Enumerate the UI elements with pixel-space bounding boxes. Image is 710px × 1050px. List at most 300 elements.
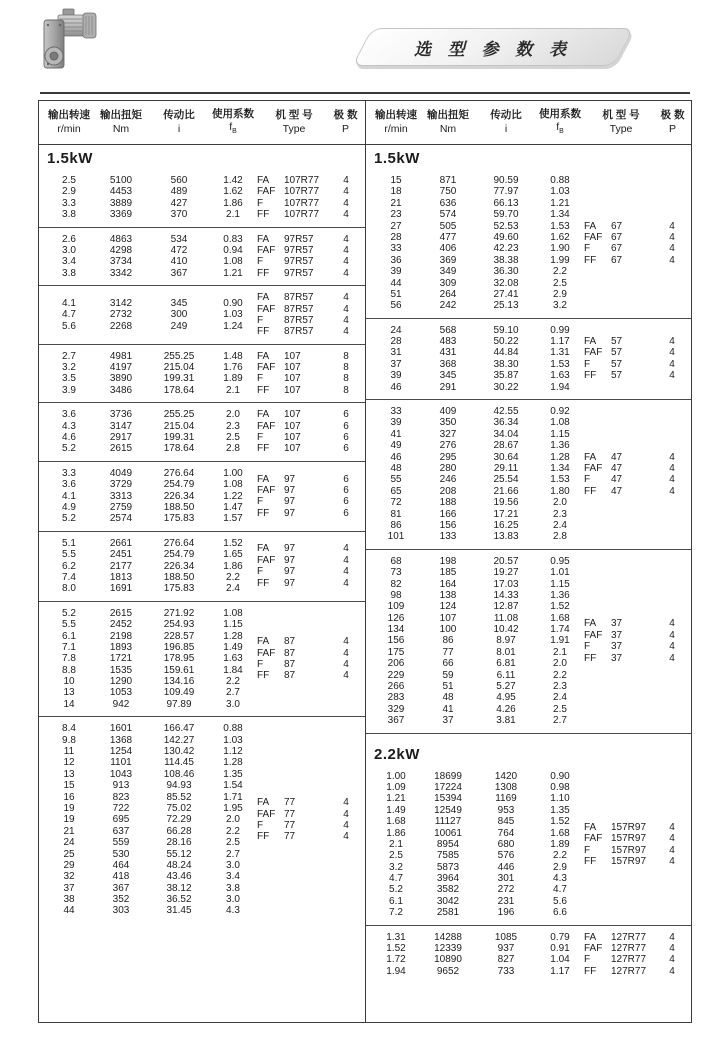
cell-output-torque: 483	[439, 336, 457, 348]
table-left-body	[39, 145, 365, 1022]
type-row	[257, 578, 357, 589]
table-row	[45, 631, 257, 642]
table-row	[372, 406, 584, 417]
cell-output-torque: 431	[439, 347, 457, 359]
cell-output-torque: 295	[439, 451, 457, 463]
cell-ratio: 215.04	[163, 420, 195, 432]
bolt	[59, 24, 61, 26]
cell-service-factor: 1.15	[223, 619, 243, 631]
cell-service-factor: 2.2	[553, 850, 567, 862]
cell-output-torque: 51	[442, 681, 454, 693]
cell-output-speed: 13	[63, 768, 75, 780]
cell-output-speed: 33	[390, 406, 402, 418]
type-prefix: FA	[257, 473, 270, 485]
type-row	[584, 954, 683, 965]
cell-output-torque: 41	[442, 703, 454, 715]
table-row	[45, 443, 257, 454]
cell-output-speed: 126	[387, 612, 405, 624]
cell-service-factor: 4.3	[553, 873, 567, 885]
cell-output-speed: 1.86	[386, 827, 406, 839]
pole-count: 4	[343, 186, 349, 198]
pole-count: 4	[343, 175, 349, 186]
gear-size-block	[39, 227, 365, 286]
cell-output-torque: 156	[439, 519, 457, 531]
type-row	[584, 243, 683, 254]
table-row	[45, 769, 257, 780]
cell-ratio: 175.83	[163, 513, 195, 525]
pole-count: 4	[669, 618, 675, 630]
column-header-cn: 机 型 号	[275, 109, 313, 122]
type-row	[257, 555, 357, 566]
table-row	[372, 590, 584, 601]
data-rows	[372, 556, 584, 727]
table-row	[372, 793, 584, 804]
table-row	[372, 382, 584, 393]
cell-service-factor: 1.15	[550, 578, 570, 590]
cell-output-speed: 44	[63, 905, 75, 917]
cell-ratio: 845	[497, 816, 515, 828]
table-row	[45, 676, 257, 687]
cell-service-factor: 2.5	[553, 277, 567, 289]
type-row	[584, 370, 683, 381]
table-row	[372, 692, 584, 703]
cell-ratio: 108.46	[163, 768, 195, 780]
cell-service-factor: 1.35	[550, 804, 570, 816]
pole-count: 4	[669, 833, 675, 845]
cell-output-speed: 24	[63, 837, 75, 849]
cell-output-torque: 722	[112, 802, 130, 814]
gear-size-block	[366, 925, 691, 984]
cell-output-torque: 369	[439, 254, 457, 266]
cell-output-speed: 16	[63, 791, 75, 803]
type-prefix: FAF	[257, 362, 276, 374]
type-model: 87R57	[284, 314, 314, 326]
type-row	[584, 966, 683, 977]
table-row	[372, 613, 584, 624]
cell-service-factor: 1.08	[223, 607, 243, 619]
table-row	[372, 336, 584, 347]
type-prefix: F	[584, 641, 591, 653]
cell-ratio: 196	[497, 907, 515, 919]
cell-output-torque: 5100	[109, 175, 133, 186]
cell-output-torque: 823	[112, 791, 130, 803]
cell-service-factor: 3.2	[553, 300, 567, 312]
table-row	[45, 883, 257, 894]
cell-output-speed: 39	[390, 417, 402, 429]
table-row	[45, 549, 257, 560]
cell-output-speed: 98	[390, 589, 402, 601]
table-row	[45, 491, 257, 502]
cell-ratio: 534	[170, 233, 188, 245]
type-prefix: F	[257, 314, 264, 326]
cell-ratio: 188.50	[163, 571, 195, 583]
cell-service-factor: 2.3	[553, 681, 567, 693]
type-prefix: FAF	[257, 647, 276, 659]
cell-ratio: 29.11	[493, 462, 519, 474]
gear-size-block	[39, 601, 365, 717]
type-prefix: F	[584, 844, 591, 856]
table-row	[45, 513, 257, 524]
cell-ratio: 30.22	[493, 381, 519, 393]
cell-ratio: 42.55	[493, 406, 519, 418]
cell-service-factor: 1.74	[550, 624, 570, 636]
cell-ratio: 43.46	[166, 871, 192, 883]
cell-service-factor: 1.34	[550, 462, 570, 474]
cell-output-torque: 505	[439, 220, 457, 232]
table-row	[45, 385, 257, 396]
pole-count: 4	[343, 554, 349, 566]
type-model: 57	[611, 370, 623, 382]
cell-output-torque: 418	[112, 871, 130, 883]
type-prefix: FA	[257, 797, 270, 809]
table-row	[45, 894, 257, 905]
type-list	[257, 351, 365, 397]
cell-output-speed: 5.6	[62, 320, 76, 332]
data-rows	[45, 175, 257, 221]
cell-ratio: 72.29	[166, 814, 192, 826]
column-header-0	[372, 109, 420, 135]
pole-count: 4	[343, 820, 349, 832]
column-header-cn: 极 数	[333, 109, 358, 122]
pole-count: 4	[669, 254, 675, 266]
cell-output-torque: 1691	[109, 583, 133, 595]
cell-output-torque: 2615	[109, 607, 133, 619]
table-row	[45, 502, 257, 513]
type-prefix: F	[257, 432, 264, 444]
cell-service-factor: 1.01	[550, 567, 570, 579]
cell-ratio: 134.16	[163, 676, 195, 688]
cell-service-factor: 1.95	[223, 802, 243, 814]
cell-ratio: 953	[497, 804, 515, 816]
pole-count: 4	[343, 233, 349, 245]
cell-output-torque: 1043	[109, 768, 133, 780]
cell-ratio: 94.93	[166, 780, 192, 792]
table-row	[45, 256, 257, 267]
cell-output-speed: 3.2	[389, 861, 403, 873]
cell-service-factor: 1.17	[550, 336, 570, 348]
cell-output-speed: 3.5	[62, 373, 76, 385]
cell-ratio: 276.64	[163, 467, 195, 479]
table-left-half	[39, 101, 365, 1022]
cell-output-speed: 14	[63, 698, 75, 710]
cell-output-speed: 101	[387, 531, 405, 543]
table-row	[45, 298, 257, 309]
cell-ratio: 48.24	[166, 859, 192, 871]
cell-service-factor: 1.65	[223, 549, 243, 561]
table-row	[372, 681, 584, 692]
type-model: 87R57	[284, 292, 314, 304]
cell-output-torque: 368	[439, 358, 457, 370]
type-row	[584, 943, 683, 954]
type-row	[257, 175, 357, 186]
cell-output-speed: 6.1	[389, 895, 403, 907]
cell-service-factor: 2.0	[226, 814, 240, 826]
cell-output-speed: 49	[390, 440, 402, 452]
cell-output-torque: 3142	[109, 297, 133, 309]
pole-count: 4	[343, 658, 349, 670]
pole-count: 4	[669, 821, 675, 833]
type-row	[584, 452, 683, 463]
cell-output-torque: 14288	[434, 931, 462, 943]
cell-output-torque: 345	[439, 370, 457, 382]
table-row	[372, 966, 584, 977]
column-header-5	[658, 109, 687, 135]
pole-count: 6	[343, 507, 349, 519]
cell-output-torque: 559	[112, 837, 130, 849]
table-row	[372, 862, 584, 873]
pole-count: 8	[343, 350, 349, 362]
cell-service-factor: 1.52	[223, 537, 243, 549]
pole-count: 4	[343, 577, 349, 589]
type-prefix: F	[257, 566, 264, 578]
type-row	[584, 463, 683, 474]
power-rating-heading: 1.5kW	[374, 150, 420, 167]
table-row	[372, 266, 584, 277]
cell-output-speed: 41	[390, 428, 402, 440]
cell-output-speed: 4.7	[62, 309, 76, 321]
cell-output-speed: 367	[387, 715, 405, 727]
cell-ratio: 31.45	[166, 905, 192, 917]
table-row	[45, 699, 257, 710]
table-row	[45, 723, 257, 734]
cell-output-speed: 4.3	[62, 420, 76, 432]
cell-service-factor: 1.10	[550, 793, 570, 805]
cell-ratio: 10.42	[493, 624, 519, 636]
table-row	[372, 440, 584, 451]
type-prefix: FF	[584, 652, 597, 664]
cell-output-speed: 6.2	[62, 560, 76, 572]
cell-service-factor: 2.2	[553, 669, 567, 681]
cell-output-speed: 18	[390, 186, 402, 198]
type-model: 97	[284, 554, 296, 566]
table-row	[372, 884, 584, 895]
cell-service-factor: 1.21	[223, 267, 243, 279]
cell-output-speed: 7.4	[62, 571, 76, 583]
cell-output-torque: 17224	[434, 781, 462, 793]
cell-service-factor: 1.04	[550, 954, 570, 966]
type-list	[257, 175, 365, 221]
cell-service-factor: 2.2	[553, 266, 567, 278]
cell-ratio: 19.27	[493, 567, 519, 579]
cell-service-factor: 6.6	[553, 907, 567, 919]
type-row	[257, 496, 357, 507]
cell-service-factor: 1.12	[223, 746, 243, 758]
cell-ratio: 6.11	[496, 669, 516, 681]
table-row	[45, 871, 257, 882]
page-title: 选 型 参 数 表	[414, 39, 572, 59]
cell-service-factor: 0.95	[550, 555, 570, 567]
table-row	[372, 850, 584, 861]
cell-service-factor: 1.63	[550, 370, 570, 382]
type-model: 97	[284, 566, 296, 578]
cell-service-factor: 2.7	[226, 848, 240, 860]
type-row	[257, 508, 357, 519]
gear-size-block	[39, 402, 365, 461]
pole-count: 4	[343, 267, 349, 279]
type-list	[584, 618, 691, 664]
type-model: 107	[284, 362, 301, 374]
cell-output-torque: 2452	[109, 619, 133, 631]
table-right-body	[366, 145, 691, 1022]
cell-output-torque: 1601	[109, 723, 133, 735]
cell-output-speed: 56	[390, 300, 402, 312]
cell-service-factor: 0.79	[550, 931, 570, 943]
cell-service-factor: 1.28	[550, 451, 570, 463]
column-header-symbol: Nm	[439, 122, 457, 135]
table-row	[372, 556, 584, 567]
cell-output-torque: 188	[439, 497, 457, 509]
table-row	[372, 186, 584, 197]
cell-output-speed: 5.2	[62, 607, 76, 619]
cell-service-factor: 1.24	[223, 320, 243, 332]
type-model: 87R57	[284, 326, 314, 338]
cell-ratio: 254.79	[163, 549, 195, 561]
column-header-subscript: B	[232, 128, 237, 136]
type-model: 87R57	[284, 303, 314, 315]
cell-ratio: 12.87	[493, 601, 519, 613]
cell-service-factor: 1.34	[550, 209, 570, 221]
column-header-cn: 传动比	[490, 109, 522, 122]
data-rows	[372, 406, 584, 543]
cell-service-factor: 1.90	[550, 243, 570, 255]
cell-service-factor: 1.28	[223, 630, 243, 642]
cell-ratio: 226.34	[163, 490, 195, 502]
data-rows	[45, 351, 257, 397]
cell-output-speed: 3.6	[62, 409, 76, 421]
column-header-cn: 输出转速	[48, 109, 90, 122]
cell-output-speed: 9.8	[62, 734, 76, 746]
cell-output-torque: 1893	[109, 641, 133, 653]
table-row	[372, 474, 584, 485]
type-model: 127R77	[611, 954, 647, 966]
cell-ratio: 38.12	[166, 882, 192, 894]
cell-service-factor: 1.42	[223, 175, 243, 186]
type-prefix: FF	[584, 254, 597, 266]
cell-output-speed: 8.4	[62, 723, 76, 735]
cell-output-speed: 25	[63, 848, 75, 860]
cell-output-torque: 913	[112, 780, 130, 792]
type-row	[584, 822, 683, 833]
cell-ratio: 188.50	[163, 501, 195, 513]
type-model: 37	[611, 641, 623, 653]
cell-output-torque: 4453	[109, 186, 133, 198]
type-model: 37	[611, 629, 623, 641]
type-list	[257, 292, 365, 338]
gear-size-block	[366, 549, 691, 733]
type-prefix: FAF	[584, 943, 603, 955]
cell-service-factor: 0.90	[223, 297, 243, 309]
type-prefix: FA	[584, 618, 597, 630]
cell-output-speed: 2.7	[62, 350, 76, 362]
cell-ratio: 199.31	[163, 373, 195, 385]
cell-output-torque: 2198	[109, 630, 133, 642]
type-prefix: FA	[257, 350, 270, 362]
cell-output-torque: 871	[439, 175, 457, 186]
pole-count: 6	[343, 496, 349, 508]
cell-output-torque: 15394	[434, 793, 462, 805]
pole-count: 4	[669, 336, 675, 348]
cell-output-torque: 2177	[109, 560, 133, 572]
cell-output-speed: 36	[390, 254, 402, 266]
column-header-symbol: P	[341, 122, 349, 135]
cell-ratio: 175.83	[163, 583, 195, 595]
cell-service-factor: 1.03	[223, 309, 243, 321]
table-row	[45, 849, 257, 860]
pole-count: 4	[669, 943, 675, 955]
pole-count: 4	[669, 231, 675, 243]
table-row	[45, 826, 257, 837]
cell-output-speed: 6.1	[62, 630, 76, 642]
type-model: 127R77	[611, 931, 647, 943]
type-row	[584, 359, 683, 370]
type-prefix: FA	[257, 233, 270, 245]
type-model: 107	[284, 373, 301, 385]
cell-output-speed: 1.09	[386, 781, 406, 793]
cell-service-factor: 3.0	[226, 894, 240, 906]
type-list	[584, 336, 691, 382]
cell-output-torque: 12549	[434, 804, 462, 816]
type-model: 107R77	[284, 209, 320, 221]
type-row	[257, 304, 357, 315]
cell-service-factor: 1.57	[223, 513, 243, 525]
cell-ratio: 25.54	[493, 474, 519, 486]
cell-output-speed: 33	[390, 243, 402, 255]
cell-output-speed: 229	[387, 669, 405, 681]
type-model: 97R57	[284, 256, 314, 268]
cell-ratio: 370	[170, 209, 188, 221]
pole-count: 4	[343, 636, 349, 648]
cell-ratio: 36.52	[166, 894, 192, 906]
pole-count: 4	[669, 844, 675, 856]
type-list	[584, 452, 691, 498]
cell-service-factor: 1.31	[550, 347, 570, 359]
cell-output-torque: 2451	[109, 549, 133, 561]
table-row	[372, 289, 584, 300]
cell-ratio: 300	[170, 309, 188, 321]
table-row	[372, 198, 584, 209]
cell-output-torque: 264	[439, 288, 457, 300]
cell-ratio: 489	[170, 186, 188, 198]
type-model: 37	[611, 652, 623, 664]
type-row	[584, 932, 683, 943]
cell-output-speed: 10	[63, 676, 75, 688]
table-row	[372, 452, 584, 463]
cell-service-factor: 1.62	[223, 186, 243, 198]
cell-output-speed: 55	[390, 474, 402, 486]
table-row	[45, 814, 257, 825]
type-model: 87	[284, 647, 296, 659]
cell-ratio: 215.04	[163, 362, 195, 374]
cell-output-speed: 82	[390, 578, 402, 590]
cell-ratio: 178.95	[163, 653, 195, 665]
cell-output-speed: 1.52	[386, 943, 406, 955]
table-row	[45, 362, 257, 373]
pole-count: 4	[343, 314, 349, 326]
type-model: 127R77	[611, 943, 647, 955]
table-row	[372, 715, 584, 726]
type-prefix: FF	[584, 370, 597, 382]
cell-output-speed: 27	[390, 220, 402, 232]
cell-ratio: 30.64	[493, 451, 519, 463]
pole-count: 4	[669, 641, 675, 653]
cell-output-torque: 2615	[109, 443, 133, 455]
cell-service-factor: 0.94	[223, 244, 243, 256]
type-prefix: FAF	[257, 186, 276, 198]
cell-ratio: 32.08	[493, 277, 519, 289]
cell-service-factor: 1.21	[550, 197, 570, 209]
type-model: 107	[284, 384, 301, 396]
cell-service-factor: 0.88	[223, 723, 243, 735]
